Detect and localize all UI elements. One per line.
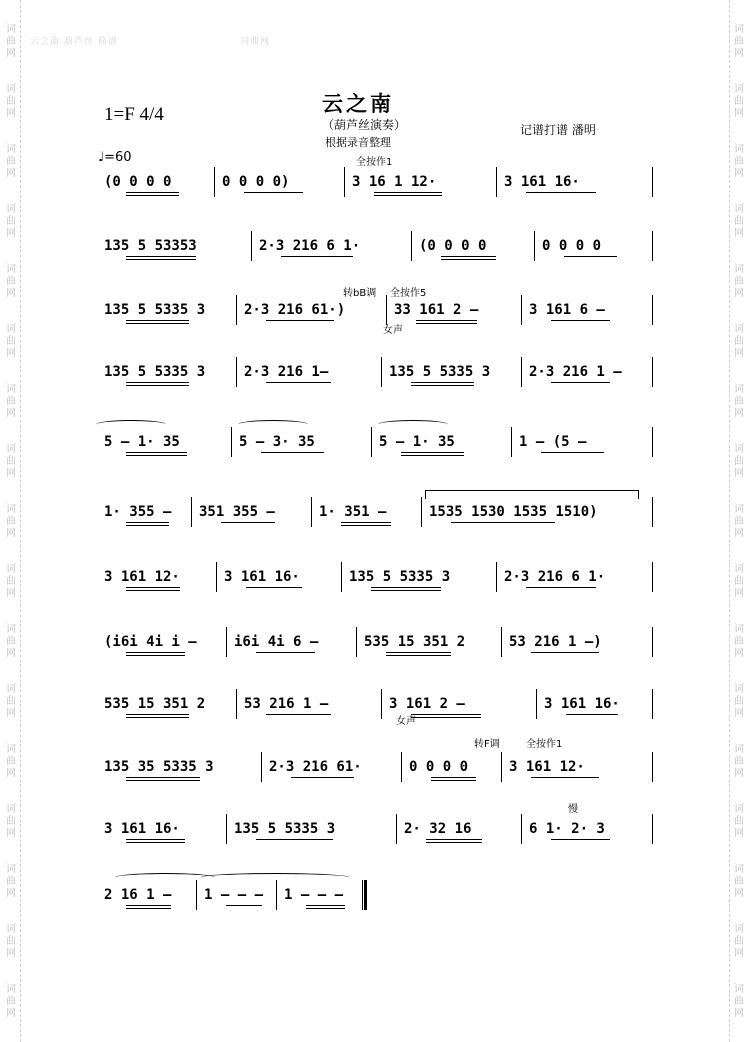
key-signature: 1=F 4/4: [104, 104, 164, 125]
beam-underline: [126, 192, 179, 196]
beam-underline: [371, 587, 441, 591]
measure: 6 1· 2· 3: [529, 821, 605, 837]
watermark-glyph: 网: [6, 408, 16, 419]
watermark-glyph: 网: [6, 768, 16, 779]
watermark-glyph: 网: [6, 528, 16, 539]
watermark-glyph: 曲: [734, 216, 744, 227]
barline: [652, 814, 653, 844]
watermark-glyph: 曲: [734, 636, 744, 647]
watermark-glyph: 曲: [6, 876, 16, 887]
annotation-modulate-bb: 转bB调: [343, 288, 377, 299]
barline: [341, 562, 342, 592]
watermark-glyph: 词: [6, 864, 16, 875]
watermark-glyph: 词: [734, 444, 744, 455]
beam-underline: [266, 320, 334, 321]
watermark-glyph: 词: [6, 264, 16, 275]
watermark-glyph: 词: [734, 324, 744, 335]
annotation-full-press-1: 全按作1: [356, 157, 393, 168]
barline: [381, 357, 382, 387]
measure: 535 15 351 2: [104, 696, 206, 712]
barline: [236, 689, 237, 719]
beam-underline: [266, 714, 331, 715]
watermark-glyph: 曲: [6, 96, 16, 107]
watermark-glyph: 网: [6, 708, 16, 719]
barline: [236, 357, 237, 387]
watermark-glyph: 网: [6, 828, 16, 839]
watermark-glyph: 曲: [6, 396, 16, 407]
watermark-glyph: 词: [734, 84, 744, 95]
watermark-glyph: 词: [6, 684, 16, 695]
barline: [501, 627, 502, 657]
barline: [231, 427, 232, 457]
beam-underline: [564, 256, 617, 257]
measure: 135 5 5335 3: [104, 302, 206, 318]
measure: (0 0 0 0: [104, 174, 172, 190]
watermark-glyph: 词: [6, 924, 16, 935]
watermark-glyph: 词: [6, 324, 16, 335]
left-watermark-strip: [2, 0, 21, 1042]
measure: 3 16 1 12·: [352, 174, 437, 190]
barline: [652, 357, 653, 387]
beam-underline: [244, 192, 303, 193]
watermark-glyph: 词: [734, 864, 744, 875]
beam-underline: [126, 905, 171, 909]
measure: (0 0 0 0: [419, 238, 487, 254]
watermark-glyph: 网: [6, 648, 16, 659]
watermark-glyph: 词: [734, 684, 744, 695]
beam-underline: [126, 452, 187, 456]
measure: 351 355 –: [199, 504, 275, 520]
watermark-glyph: 曲: [734, 156, 744, 167]
watermark-glyph: 网: [6, 888, 16, 899]
beam-underline: [411, 714, 481, 718]
annotation-full-press-5: 全按作5: [390, 288, 427, 299]
watermark-glyph: 曲: [6, 816, 16, 827]
barline: [356, 627, 357, 657]
score-row: [96, 170, 652, 194]
barline: [521, 357, 522, 387]
annotation-slow: 慢: [568, 804, 578, 815]
watermark-glyph: 词: [6, 144, 16, 155]
watermark-glyph: 曲: [6, 576, 16, 587]
score-row: [96, 360, 652, 384]
watermark-glyph: 网: [734, 168, 744, 179]
watermark-glyph: 词: [6, 504, 16, 515]
watermark-glyph: 词: [734, 624, 744, 635]
beam-underline: [126, 777, 200, 781]
barline: [261, 752, 262, 782]
measure: 2·3 216 61·): [244, 302, 346, 318]
beam-underline: [441, 256, 496, 260]
barline: [496, 562, 497, 592]
measure: 535 15 351 2: [364, 634, 466, 650]
beam-underline: [261, 452, 324, 453]
measure: 2·3 216 61·: [269, 759, 362, 775]
tempo-marking: ♩=60: [98, 150, 132, 165]
beam-underline: [226, 905, 262, 906]
barline: [652, 167, 653, 197]
barline: [652, 427, 653, 457]
measure: 135 5 5335 3: [104, 364, 206, 380]
beam-underline: [566, 714, 618, 715]
watermark-glyph: 曲: [6, 516, 16, 527]
barline: [371, 427, 372, 457]
watermark-glyph: 词: [734, 504, 744, 515]
barline: [421, 497, 422, 527]
barline: [311, 497, 312, 527]
final-barline: [362, 880, 367, 910]
measure: 5 – 3· 35: [239, 434, 315, 450]
barline: [534, 231, 535, 261]
measure: 2·3 216 6 1·: [259, 238, 361, 254]
watermark-glyph: 曲: [734, 516, 744, 527]
score-row: [96, 692, 652, 716]
beam-underline: [281, 256, 353, 257]
score-row: [96, 500, 652, 524]
measure: 5 – 1· 35: [379, 434, 455, 450]
measure: 135 5 5335 3: [234, 821, 336, 837]
beam-underline: [126, 652, 185, 656]
score-row: [96, 630, 652, 654]
beam-underline: [531, 652, 599, 653]
beam-underline: [426, 839, 482, 843]
watermark-glyph: 网: [734, 288, 744, 299]
measure: 135 5 5335 3: [389, 364, 491, 380]
barline: [652, 562, 653, 592]
measure: 2·3 216 6 1·: [504, 569, 606, 585]
measure: 2· 32 16: [404, 821, 472, 837]
watermark-glyph: 词: [6, 384, 16, 395]
watermark-glyph: 网: [734, 528, 744, 539]
barline: [214, 167, 215, 197]
measure: 135 5 5335 3: [349, 569, 451, 585]
barline: [521, 295, 522, 325]
score-row: [96, 755, 652, 779]
beam-underline: [541, 452, 604, 453]
barline: [386, 295, 387, 325]
watermark-glyph: 网: [6, 228, 16, 239]
barline: [652, 627, 653, 657]
watermark-glyph: 词: [734, 924, 744, 935]
watermark-glyph: 曲: [6, 696, 16, 707]
beam-underline: [256, 652, 315, 653]
measure: 3 161 2 –: [389, 696, 465, 712]
watermark-glyph: 网: [734, 828, 744, 839]
measure: i6i 4i 6 –: [234, 634, 319, 650]
barline: [496, 167, 497, 197]
measure: 0 0 0 0): [222, 174, 290, 190]
watermark-glyph: 曲: [734, 876, 744, 887]
slur: [96, 420, 166, 429]
barline: [652, 295, 653, 325]
annotation-female-voice-2: 女声: [396, 716, 416, 727]
watermark-glyph: 网: [734, 48, 744, 59]
watermark-glyph: 网: [734, 768, 744, 779]
measure: 3 161 6 –: [529, 302, 605, 318]
beam-underline: [126, 839, 185, 843]
barline: [191, 497, 192, 527]
beam-underline: [386, 652, 451, 656]
watermark-glyph: 词: [734, 984, 744, 995]
watermark-glyph: 词: [734, 264, 744, 275]
barline: [411, 231, 412, 261]
barline: [652, 231, 653, 261]
watermark-glyph: 网: [6, 948, 16, 959]
watermark-glyph: 曲: [6, 996, 16, 1007]
beam-underline: [374, 192, 442, 196]
beam-underline: [126, 320, 189, 324]
watermark-glyph: 曲: [734, 996, 744, 1007]
watermark-glyph: 词: [6, 204, 16, 215]
measure: 2·3 216 1 –: [529, 364, 622, 380]
watermark-glyph: 曲: [734, 696, 744, 707]
watermark-glyph: 网: [734, 348, 744, 359]
watermark-glyph: 网: [6, 168, 16, 179]
watermark-glyph: 网: [734, 648, 744, 659]
beam-underline: [306, 905, 345, 909]
score-row: [96, 817, 652, 841]
watermark-glyph: 网: [6, 1008, 16, 1019]
measure: 2 16 1 –: [104, 887, 172, 903]
measure: 0 0 0 0: [542, 238, 602, 254]
watermark-glyph: 网: [734, 948, 744, 959]
watermark-glyph: 网: [6, 348, 16, 359]
barline: [216, 562, 217, 592]
measure: 1 – – –: [284, 887, 344, 903]
author-credit: 记谱打谱 潘明: [520, 123, 596, 137]
slur: [238, 420, 308, 429]
watermark-glyph: 词: [734, 204, 744, 215]
measure: 0 0 0 0: [409, 759, 469, 775]
watermark-glyph: 词: [6, 564, 16, 575]
top-faint-watermark: 云之南 葫芦丝 简谱: [30, 37, 118, 47]
beam-underline: [266, 382, 331, 383]
watermark-glyph: 词: [734, 744, 744, 755]
repeat-bracket: [425, 490, 639, 499]
watermark-glyph: 网: [734, 708, 744, 719]
watermark-glyph: 词: [6, 624, 16, 635]
watermark-glyph: 曲: [734, 816, 744, 827]
beam-underline: [526, 192, 596, 193]
beam-underline: [401, 452, 464, 456]
measure: 2·3 216 1–: [244, 364, 329, 380]
annotation-modulate-f: 转F调: [474, 739, 500, 750]
beam-underline: [411, 382, 474, 386]
watermark-glyph: 网: [734, 1008, 744, 1019]
watermark-glyph: 词: [734, 144, 744, 155]
slur: [200, 873, 350, 882]
watermark-glyph: 词: [6, 744, 16, 755]
beam-underline: [431, 777, 476, 781]
watermark-glyph: 曲: [6, 216, 16, 227]
subtitle: （葫芦丝演奏）: [322, 118, 407, 132]
barline: [511, 427, 512, 457]
barline: [196, 880, 197, 910]
measure: 1 – (5 –: [519, 434, 587, 450]
watermark-glyph: 词: [734, 564, 744, 575]
measure: 3 161 16·: [224, 569, 300, 585]
barline: [381, 689, 382, 719]
watermark-glyph: 词: [6, 444, 16, 455]
watermark-glyph: 曲: [6, 936, 16, 947]
watermark-glyph: 曲: [734, 96, 744, 107]
watermark-glyph: 曲: [6, 756, 16, 767]
measure: 3 161 12·: [104, 569, 180, 585]
watermark-glyph: 曲: [6, 636, 16, 647]
measure: 5 – 1· 35: [104, 434, 180, 450]
watermark-glyph: 曲: [6, 36, 16, 47]
barline: [226, 814, 227, 844]
watermark-glyph: 网: [734, 108, 744, 119]
barline: [344, 167, 345, 197]
beam-underline: [291, 777, 354, 778]
measure: 3 161 16·: [104, 821, 180, 837]
watermark-glyph: 曲: [734, 576, 744, 587]
watermark-glyph: 网: [734, 228, 744, 239]
slur: [378, 420, 448, 429]
measure: 1535 1530 1535 1510): [429, 504, 598, 520]
score-row: [96, 234, 652, 258]
measure: 53 216 1 –): [509, 634, 602, 650]
watermark-glyph: 曲: [734, 756, 744, 767]
beam-underline: [246, 587, 302, 588]
barline: [652, 689, 653, 719]
barline: [652, 752, 653, 782]
annotation-female-voice: 女声: [383, 325, 403, 336]
score-row: [96, 883, 652, 907]
measure: 1· 355 –: [104, 504, 172, 520]
beam-underline: [551, 320, 610, 321]
beam-underline: [551, 839, 610, 840]
score-row: [96, 430, 652, 454]
beam-underline: [551, 382, 610, 383]
top-faint-site: 词曲网: [240, 37, 271, 47]
watermark-glyph: 网: [734, 588, 744, 599]
watermark-glyph: 网: [734, 888, 744, 899]
watermark-glyph: 网: [6, 288, 16, 299]
measure: 1· 351 –: [319, 504, 387, 520]
barline: [501, 752, 502, 782]
watermark-glyph: 词: [6, 984, 16, 995]
barline: [401, 752, 402, 782]
beam-underline: [126, 587, 180, 591]
watermark-glyph: 曲: [734, 936, 744, 947]
beam-underline: [221, 522, 275, 523]
measure: 135 35 5335 3: [104, 759, 214, 775]
score-row: [96, 565, 652, 589]
page-title: 云之南: [322, 92, 394, 116]
watermark-glyph: 网: [6, 588, 16, 599]
barline: [652, 497, 653, 527]
watermark-glyph: 网: [6, 108, 16, 119]
barline: [251, 231, 252, 261]
beam-underline: [451, 522, 555, 523]
watermark-glyph: 词: [6, 24, 16, 35]
right-watermark-strip: [729, 0, 748, 1042]
measure: 3 161 16·: [504, 174, 580, 190]
beam-underline: [416, 320, 477, 324]
watermark-glyph: 曲: [6, 336, 16, 347]
measure: 53 216 1 –: [244, 696, 329, 712]
barline: [521, 814, 522, 844]
beam-underline: [341, 522, 391, 526]
watermark-glyph: 词: [734, 804, 744, 815]
measure: (i6i 4i i –: [104, 634, 197, 650]
watermark-glyph: 曲: [734, 396, 744, 407]
barline: [276, 880, 277, 910]
transcription-basis: 根据录音整理: [325, 136, 391, 149]
measure: 3 161 16·: [544, 696, 620, 712]
watermark-glyph: 曲: [734, 456, 744, 467]
watermark-glyph: 曲: [734, 276, 744, 287]
watermark-glyph: 词: [6, 804, 16, 815]
beam-underline: [126, 714, 189, 718]
beam-underline: [126, 382, 189, 386]
watermark-glyph: 曲: [734, 36, 744, 47]
watermark-glyph: 曲: [6, 156, 16, 167]
score-row: [96, 298, 652, 322]
beam-underline: [126, 256, 196, 260]
watermark-glyph: 曲: [734, 336, 744, 347]
barline: [226, 627, 227, 657]
watermark-glyph: 网: [6, 468, 16, 479]
beam-underline: [526, 587, 596, 588]
watermark-glyph: 词: [734, 24, 744, 35]
watermark-glyph: 曲: [6, 276, 16, 287]
barline: [396, 814, 397, 844]
watermark-glyph: 词: [6, 84, 16, 95]
watermark-glyph: 网: [6, 48, 16, 59]
annotation-full-press-1b: 全按作1: [526, 739, 563, 750]
barline: [536, 689, 537, 719]
barline: [236, 295, 237, 325]
measure: 1 – – –: [204, 887, 264, 903]
watermark-glyph: 网: [734, 468, 744, 479]
beam-underline: [256, 839, 333, 840]
watermark-glyph: 曲: [6, 456, 16, 467]
beam-underline: [126, 522, 169, 526]
measure: 3 161 12·: [509, 759, 585, 775]
watermark-glyph: 词: [734, 384, 744, 395]
beam-underline: [531, 777, 599, 778]
measure: 33 161 2 –: [394, 302, 479, 318]
watermark-glyph: 网: [734, 408, 744, 419]
measure: 135 5 53353: [104, 238, 197, 254]
